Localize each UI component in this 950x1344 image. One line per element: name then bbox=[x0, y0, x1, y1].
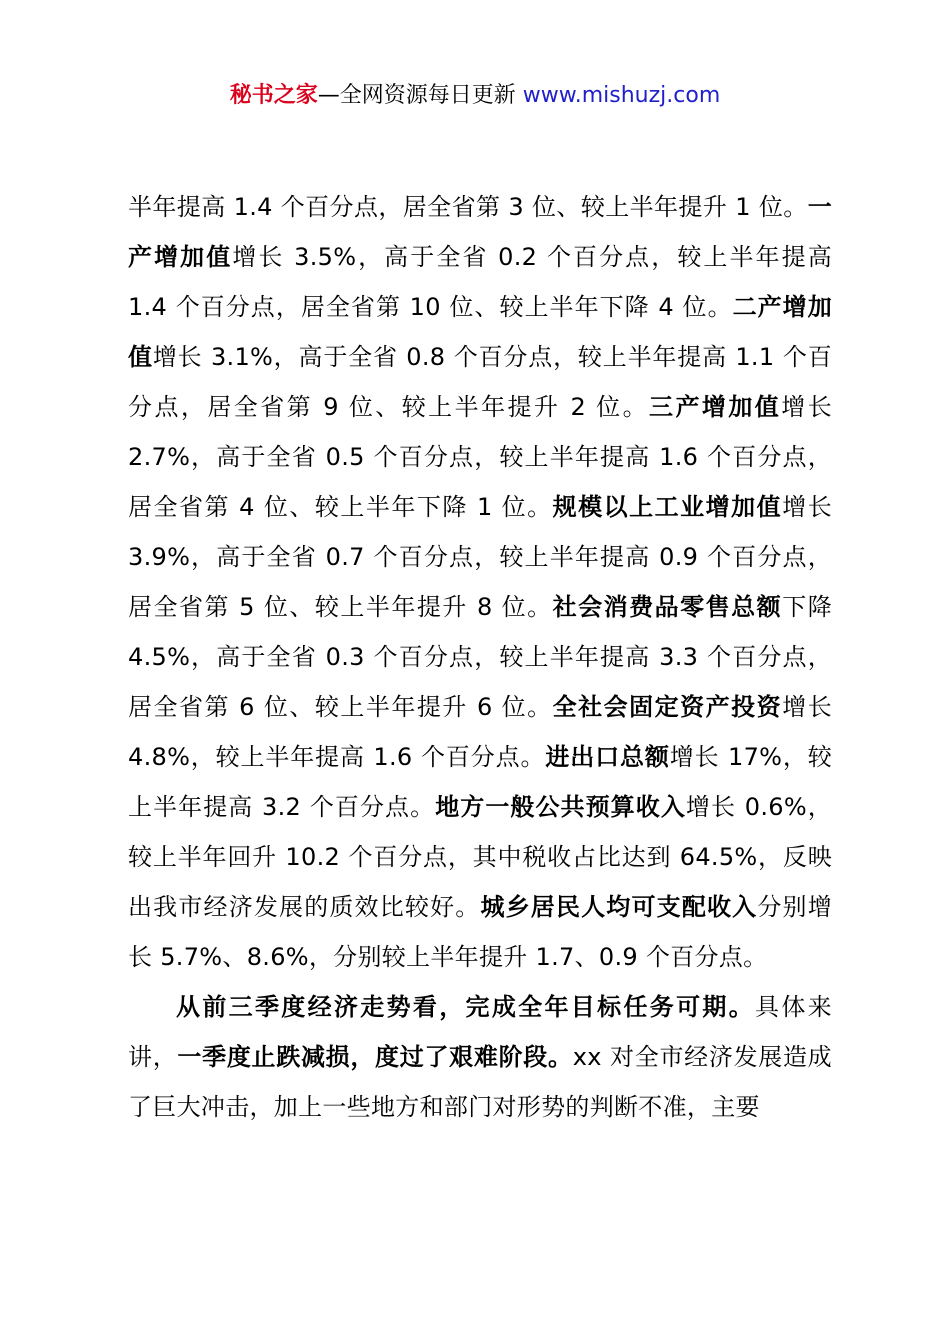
term-retail-sales: 社会消费品零售总额 bbox=[552, 593, 783, 621]
page-header bbox=[0, 80, 950, 112]
text-run: 增长 3.1%，高于全省 0.8 个百分点，较上半年提高 1.1 个百分点，居全省第 9 位、较上半年提升 2 位。 bbox=[128, 343, 833, 421]
term-fixed-asset-investment: 全社会固定资产投资 bbox=[552, 693, 783, 721]
outlook-heading: 从前三季度经济走势看，完成全年目标任务可期。 bbox=[176, 993, 756, 1021]
text-run: 增长 17%，较上半年提高 3.2 个百分点。 bbox=[128, 743, 833, 821]
text-run: 增长 3.9%，高于全省 0.7 个百分点，较上半年提高 0.9 个百分点，居全省第 5 位、较上半年提升 8 位。 bbox=[128, 493, 832, 621]
text-run: 增长 3.5%，高于全省 0.2 个百分点，较上半年提高 1.4 个百分点，居全省第 10 位、较上半年下降 4 位。 bbox=[128, 243, 832, 321]
term-secondary-industry: 二产增加值 bbox=[128, 293, 832, 371]
text-run: 具体来讲， bbox=[128, 993, 832, 1071]
term-industrial-value-added: 规模以上工业增加值 bbox=[552, 493, 783, 521]
paragraph-indicators bbox=[128, 182, 832, 982]
text-run: 增长 2.7%，高于全省 0.5 个百分点，较上半年提高 1.6 个百分点，居全省第 4 位、较上半年下降 1 位。 bbox=[128, 393, 832, 521]
text-run: 下降 4.5%，高于全省 0.3 个百分点，较上半年提高 3.3 个百分点，居全省第 6 位、较上半年提升 6 位。 bbox=[128, 593, 832, 721]
header-tagline: —全网资源每日更新 bbox=[317, 83, 516, 108]
text-run: 分别增长 5.7%、8.6%，分别较上半年提升 1.7、0.9 个百分点。 bbox=[128, 893, 832, 971]
term-import-export: 进出口总额 bbox=[545, 743, 670, 771]
brand-name: 秘书之家 bbox=[229, 83, 318, 108]
term-tertiary-industry: 三产增加值 bbox=[649, 393, 782, 421]
text-run: xx 对全市经济发展造成了巨大冲击，加上一些地方和部门对形势的判断不准，主要 bbox=[128, 1043, 832, 1121]
term-disposable-income: 城乡居民人均可支配收入 bbox=[480, 893, 758, 921]
term-budget-revenue: 地方一般公共预算收入 bbox=[435, 793, 686, 821]
site-url-link[interactable]: www.mishuzj.com bbox=[522, 83, 721, 108]
document-body bbox=[128, 182, 832, 1132]
term-primary-industry: 一产增加值 bbox=[128, 193, 832, 271]
text-run: 增长 0.6%，较上半年回升 10.2 个百分点，其中税收占比达到 64.5%，反映出我市经济发展的质效比较好。 bbox=[128, 793, 832, 921]
text-run: 增长 4.8%，较上半年提高 1.6 个百分点。 bbox=[128, 693, 832, 771]
first-quarter-heading: 一季度止跌减损，度过了艰难阶段。 bbox=[177, 1043, 573, 1071]
text-run: 半年提高 1.4 个百分点，居全省第 3 位、较上半年提升 1 位。 bbox=[128, 193, 808, 221]
paragraph-outlook bbox=[128, 982, 832, 1132]
